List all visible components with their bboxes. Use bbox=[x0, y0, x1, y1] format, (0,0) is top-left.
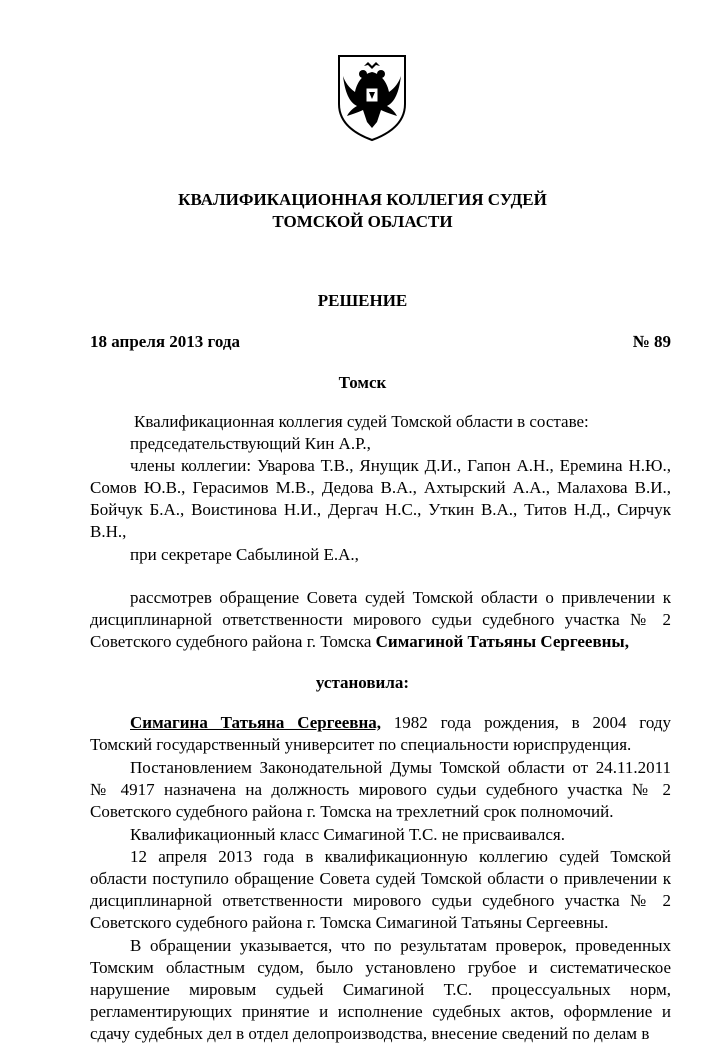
p2-line2: № 4917 назначена на должность мирового судьи судебного участка № 2 bbox=[90, 780, 671, 799]
p5-line2: Томским областным судом, было установлено грубое и систематическое bbox=[90, 958, 671, 977]
p1-name: Симагина Татьяна Сергеевна, bbox=[130, 713, 382, 732]
org-title-line2: ТОМСКОЙ ОБЛАСТИ bbox=[272, 212, 453, 231]
p4-line4: Советского судебного района г. Томска Симагиной Татьяны Сергеевны. bbox=[90, 913, 609, 932]
p5-line4: регламентирующих принятие и исполнение судебных актов, оформление и bbox=[90, 1002, 671, 1021]
established-heading: установила: bbox=[315, 673, 410, 692]
p1-rest: 1982 года рождения, в 2004 году bbox=[393, 713, 671, 732]
org-title-line1: КВАЛИФИКАЦИОННАЯ КОЛЛЕГИЯ СУДЕЙ bbox=[178, 190, 547, 209]
consideration-line3-text: Советского судебного района г. Томска bbox=[90, 632, 376, 651]
consideration-line3 bbox=[90, 631, 629, 653]
city: Томск bbox=[338, 373, 387, 392]
consideration-line2: дисциплинарной ответственности мирового судьи судебного участка № 2 bbox=[90, 610, 671, 629]
consideration-line1: рассмотрев обращение Совета судей Томской области о привлечении к bbox=[130, 588, 671, 607]
p1-line2: Томский государственный университет по специальности юриспруденция. bbox=[90, 735, 632, 754]
decision-number: № 89 bbox=[632, 332, 671, 351]
p3: Квалификационный класс Симагиной Т.С. не присваивался. bbox=[130, 825, 565, 844]
p1-line1 bbox=[130, 712, 671, 734]
p4-line3: дисциплинарной ответственности мирового судьи судебного участка № 2 bbox=[90, 891, 671, 910]
members-line1: члены коллегии: Уварова Т.В., Янущик Д.И., Гапон А.Н., Еремина Н.Ю., bbox=[130, 456, 671, 475]
secretary: при секретаре Сабылиной Е.А., bbox=[130, 545, 359, 564]
members-line3: Бойчук Б.А., Воистинова Н.И., Дергач Н.С., Уткин В.А., Титов Н.Д., Сирчук bbox=[90, 500, 671, 519]
document-type: РЕШЕНИЕ bbox=[317, 291, 408, 310]
p5-line5: сдачу судебных дел в отдел делопроизводства, внесение сведений по делам в bbox=[90, 1024, 650, 1043]
chair: председательствующий Кин А.Р., bbox=[130, 434, 371, 453]
respondent-name: Симагиной Татьяны Сергеевны, bbox=[375, 632, 629, 651]
p2-line1: Постановлением Законодательной Думы Томской области от 24.11.2011 bbox=[130, 758, 671, 777]
p4-line2: области поступило обращение Совета судей Томской области о привлечении к bbox=[90, 869, 671, 888]
members-line4: В.Н., bbox=[90, 522, 127, 541]
composition-intro: Квалификационная коллегия судей Томской области в составе: bbox=[134, 412, 589, 431]
p4-line1: 12 апреля 2013 года в квалификационную коллегию судей Томской bbox=[130, 847, 671, 866]
p5-line3: нарушение мировым судьей Симагиной Т.С. процессуальных норм, bbox=[90, 980, 671, 999]
p2-line3: Советского судебного района г. Томска на трехлетний срок полномочий. bbox=[90, 802, 614, 821]
coat-of-arms-icon bbox=[333, 52, 411, 144]
p5-line1: В обращении указывается, что по результатам проверок, проведенных bbox=[130, 936, 671, 955]
decision-date: 18 апреля 2013 года bbox=[90, 332, 240, 351]
members-line2: Сомов Ю.В., Герасимов М.В., Дедова В.А., Ахтырский А.А., Малахова В.И., bbox=[90, 478, 671, 497]
